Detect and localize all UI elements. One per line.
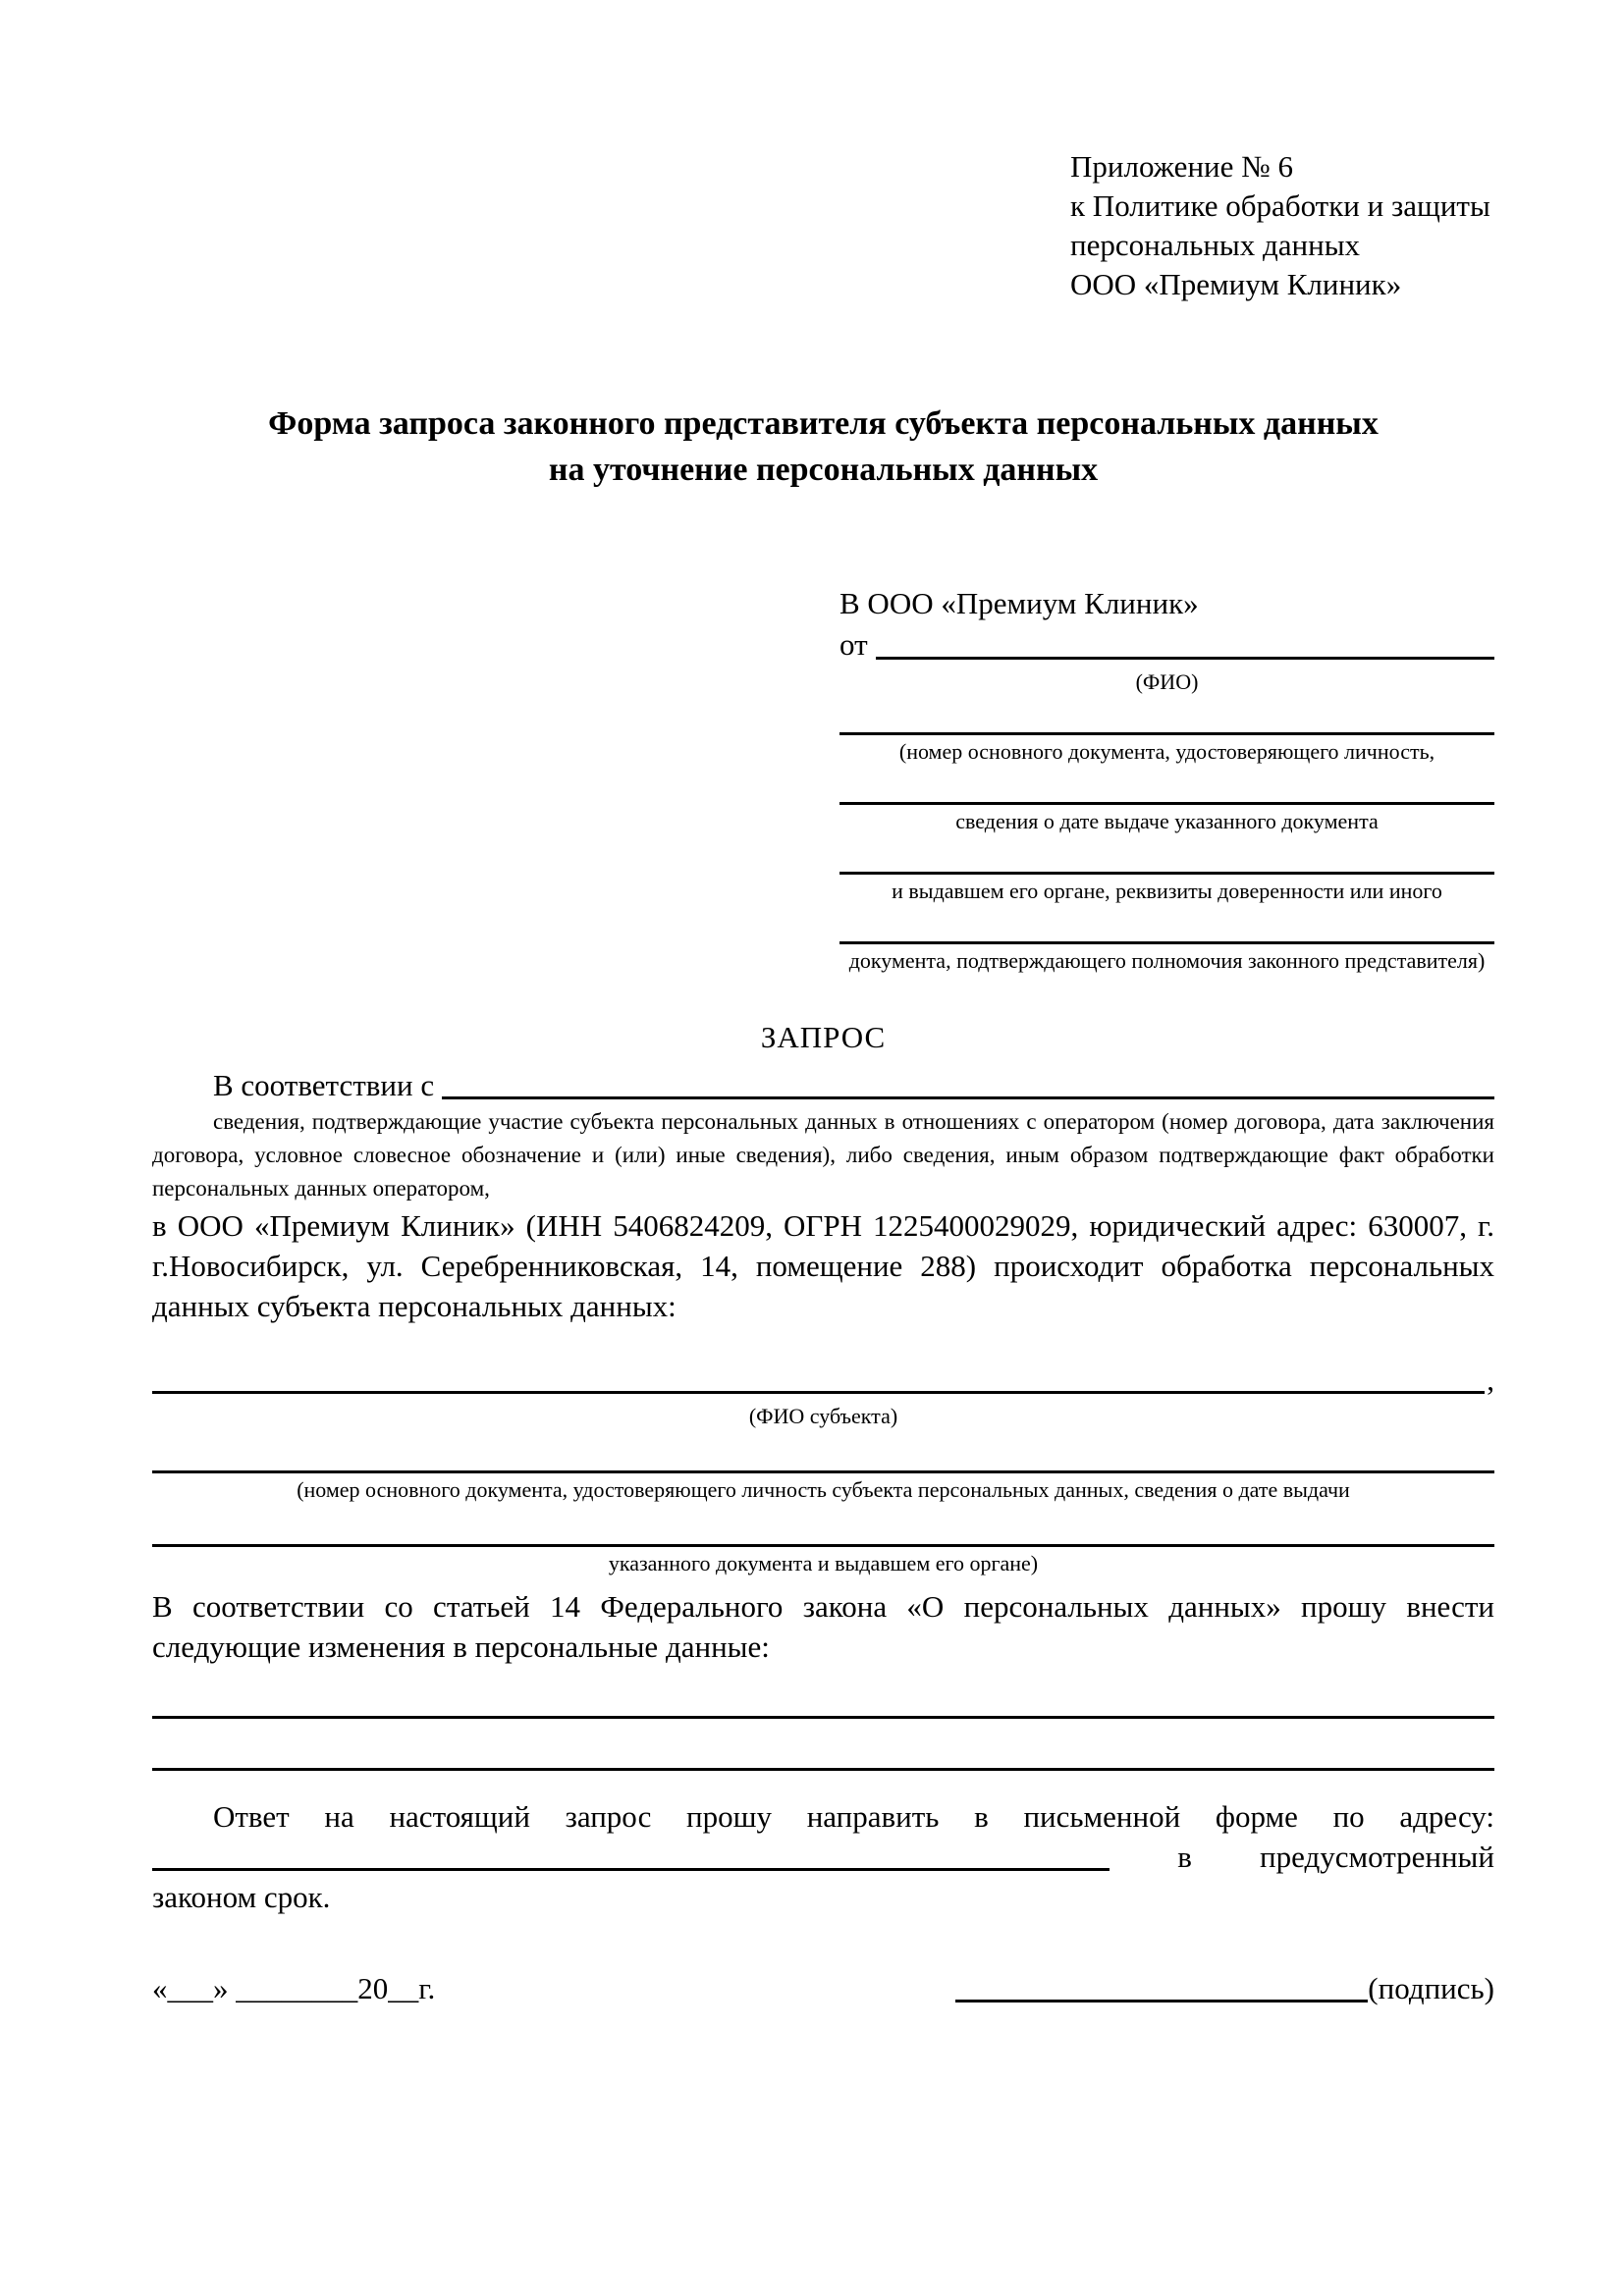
representative-doc-caption-1: (номер основного документа, удостоверяющего личность,: [898, 739, 1435, 764]
law-paragraph: В соответствии со статьей 14 Федерального закона «О персональных данных» прошу внести следующие изменения в персональные данные:: [152, 1589, 1494, 1664]
answer-tail-word-2: предусмотренный: [1260, 1840, 1494, 1874]
annex-line-1: Приложение № 6: [1070, 149, 1293, 184]
answer-tail-line-2: законом срок.: [152, 1880, 331, 1914]
representative-doc-caption-4: документа, подтверждающего полномочия законного представителя): [848, 948, 1486, 973]
trailing-comma: ,: [1487, 1362, 1494, 1397]
document-title-line-1: Форма запроса законного представителя субъекта персональных данных: [268, 405, 1379, 442]
representative-doc-line-3: [839, 872, 1494, 875]
subject-fio-line: [152, 1391, 1485, 1394]
document-title: [152, 400, 1494, 493]
changes-blank-line-1: [152, 1716, 1494, 1719]
subject-fio-row: [152, 1360, 1494, 1400]
representative-doc-line-2: [839, 802, 1494, 805]
answer-address-line: [152, 1868, 1110, 1871]
signature-group: [955, 1968, 1494, 2008]
request-heading: ЗАПРОС: [760, 1020, 887, 1054]
addressee-organization: В ООО «Премиум Клиник»: [839, 586, 1199, 620]
subject-doc-line-1: [152, 1470, 1494, 1473]
representative-doc-line-1: [839, 732, 1494, 735]
from-fill-line: [876, 657, 1494, 660]
footer-row: [152, 1968, 1494, 2008]
annex-line-2: к Политике обработки и защиты: [1070, 188, 1490, 223]
annex-line-3: персональных данных: [1070, 228, 1361, 262]
representative-doc-line-4: [839, 941, 1494, 944]
subject-doc-line-2: [152, 1544, 1494, 1547]
addressee-block: [839, 583, 1494, 974]
changes-blank-line-2: [152, 1768, 1494, 1771]
representative-doc-caption-2: сведения о дате выдаче указанного документа: [955, 809, 1379, 833]
accordance-note: сведения, подтверждающие участие субъекта персональных данных в отношениях с оператором (номер договора, дата заключения договора, условное словесное обозначение и (или) иные сведения), либо сведения, иным образом подтверждающие факт обработки персональных данных оператором,: [152, 1109, 1494, 1201]
accordance-label: В соответствии с: [213, 1068, 435, 1102]
subject-doc-caption-1: (номер основного документа, удостоверяющего личность субъекта персональных данных, сведения о дате выдачи: [297, 1477, 1350, 1502]
signature-line: [955, 2000, 1368, 2002]
addressee-from-row: [839, 624, 1494, 666]
document-title-line-2: на уточнение персональных данных: [548, 452, 1099, 488]
answer-address-row: [152, 1837, 1494, 1877]
operator-paragraph: в ООО «Премиум Клиник» (ИНН 5406824209, ОГРН 1225400029029, юридический адрес: 630007, г. г.Новосибирск, ул. Серебренниковская, 14, помещение 288) происходит обработка персональных данных субъекта персональных данных:: [152, 1208, 1494, 1323]
subject-doc-caption-2: указанного документа и выдавшем его органе): [608, 1551, 1039, 1575]
signature-caption: (подпись): [1368, 1971, 1494, 2005]
fio-caption: (ФИО): [1135, 669, 1199, 694]
date-line: «___» ________20__г.: [152, 1971, 436, 2005]
accordance-row: [152, 1065, 1494, 1105]
answer-tail-word-1: в: [1177, 1840, 1192, 1874]
addressee-from-label: от: [839, 627, 868, 662]
representative-doc-caption-3: и выдавшем его органе, реквизиты доверенности или иного: [892, 879, 1442, 903]
answer-paragraph: Ответ на настоящий запрос прошу направить в письменной форме по адресу:: [213, 1799, 1494, 1834]
annex-block: [1070, 147, 1494, 304]
subject-fio-caption: (ФИО субъекта): [748, 1404, 898, 1428]
accordance-fill-line: [442, 1096, 1494, 1099]
annex-line-4: ООО «Премиум Клиник»: [1070, 267, 1402, 301]
